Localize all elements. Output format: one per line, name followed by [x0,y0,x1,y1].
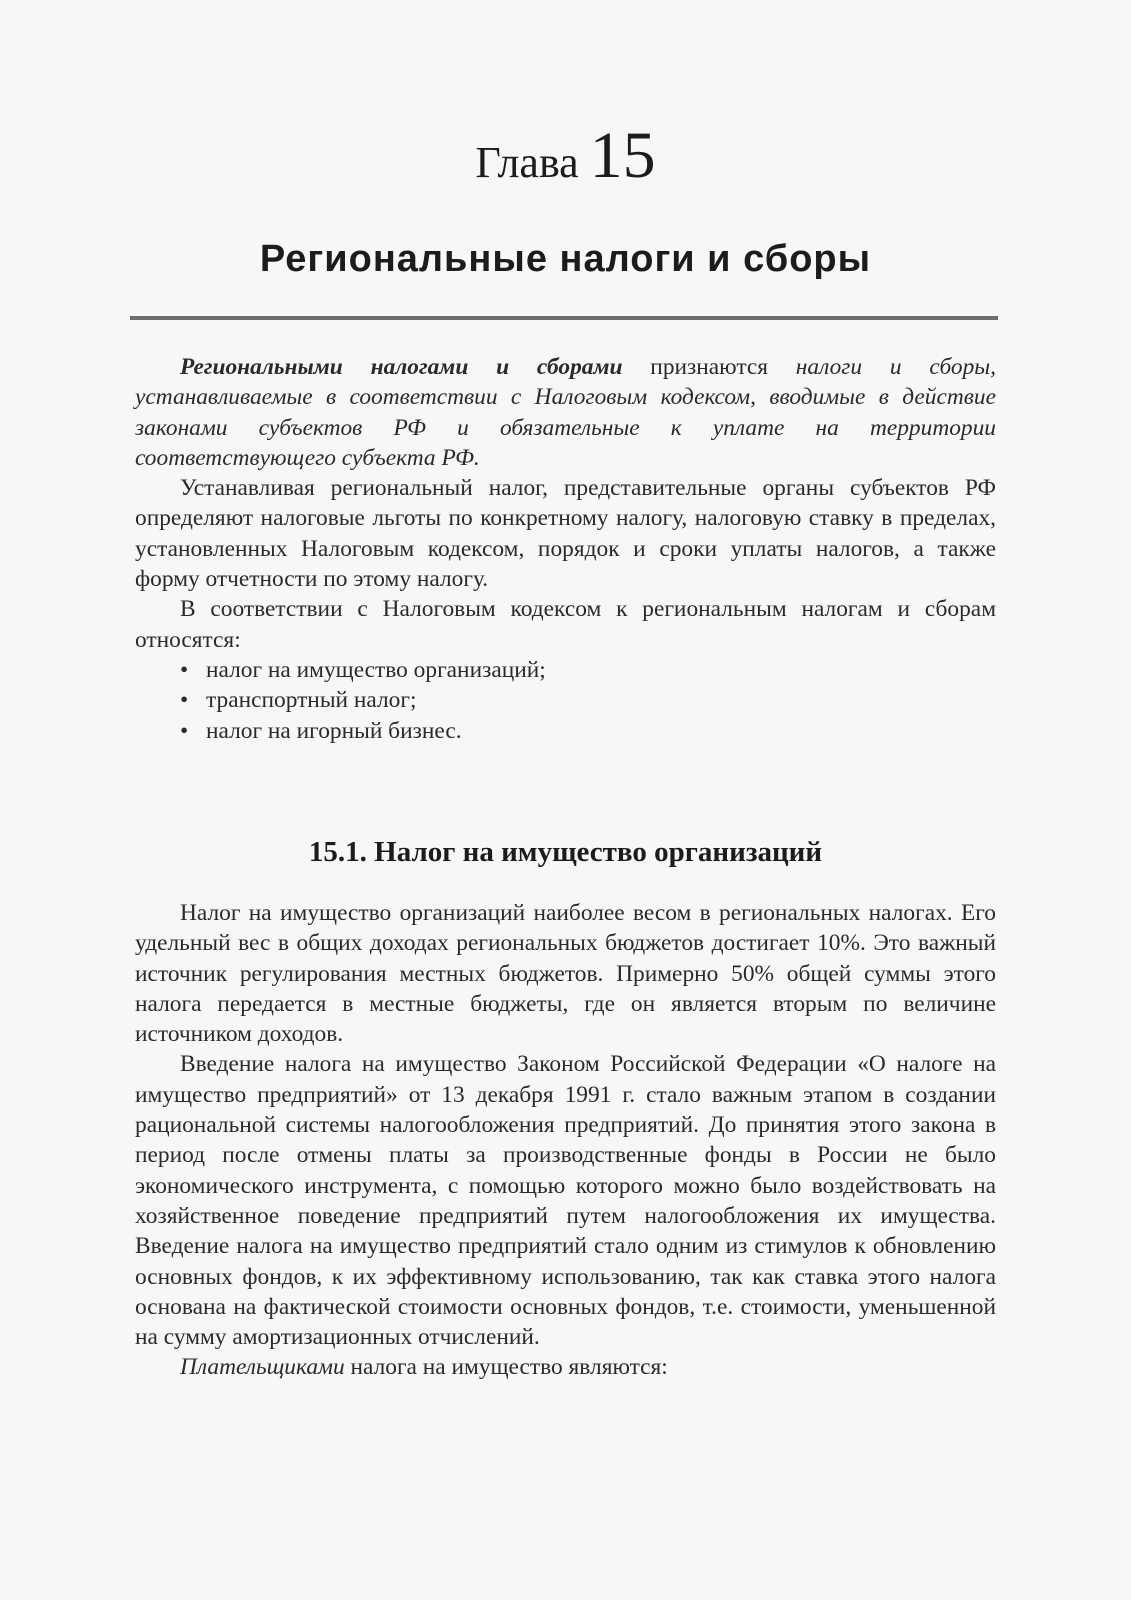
payers-term: Плательщиками [180,1354,345,1381]
chapter-number: 15 [589,119,656,192]
paragraph-list-intro: В соответствии с Налоговым кодексом к региональным налогам и сборам относятся: [135,596,996,653]
section-paragraph-2: Введение налога на имущество Законом Российской Федерации «О налоге на имущество предприятий» от 13 декабря 1991 г. стало важным этапом в создании рациональной системы налогообложения предприятий. До принятия этого закона в период после отмены платы за производственные фонды в России не было экономического инструмента, с помощью которого можно было воздействовать на хозяйственное поведение предприятий путем налогообложения их имущества. Введение налога на имущество предприятий стало одним из стимулов к обновлению основных фондов, к их эффективному использованию, так как ставка этого налога основана на фактической стоимости основных фондов, т.е. стоимости, уменьшенной на сумму амортизационных отчислений. [135,1051,996,1351]
section-paragraph-3 [135,1352,996,1382]
chapter-label [0,118,1131,194]
regional-tax-list [135,655,996,746]
title-divider [130,316,998,320]
bullet-icon: • [180,717,189,744]
list-item: • налог на имущество организаций; [180,655,996,685]
intro-definition: налоги и сборы, устанавливаемые в соответствии с Налоговым кодексом, вводимые в действие законами субъектов РФ и обязательные к уплате на территории соответствующего субъекта РФ. [135,354,996,471]
list-item: • транспортный налог; [180,685,996,715]
section-title: 15.1. Налог на имущество организаций [308,836,823,868]
intro-verb: признаются [622,354,796,380]
intro-term: Региональными налогами и сборами [180,354,623,380]
chapter-title: Региональные налоги и сборы [259,238,872,280]
payers-rest: налога на имущество являются: [344,1354,668,1381]
intro-paragraph [135,352,996,473]
intro-block [135,352,996,746]
bullet-icon: • [180,656,189,683]
section-body [135,898,996,1383]
list-item: • налог на игорный бизнес. [180,716,996,746]
bullet-icon: • [180,687,189,714]
paragraph-regional-powers: Устанавливая региональный налог, представительные органы субъектов РФ определяют налоговые льготы по конкретному налогу, налоговую ставку в пределах, установленных Налоговым кодексом, порядок и сроки уплаты налогов, а также форму отчетности по этому налогу. [135,475,996,593]
chapter-word: Глава [475,138,579,187]
section-paragraph-1: Налог на имущество организаций наиболее весом в региональных налогах. Его удельный вес в общих доходах региональных бюджетов достигает 10%. Это важный источник регулирования местных бюджетов. Примерно 50% общей суммы этого налога передается в местные бюджеты, где он является вторым по величине источником доходов. [135,900,996,1048]
